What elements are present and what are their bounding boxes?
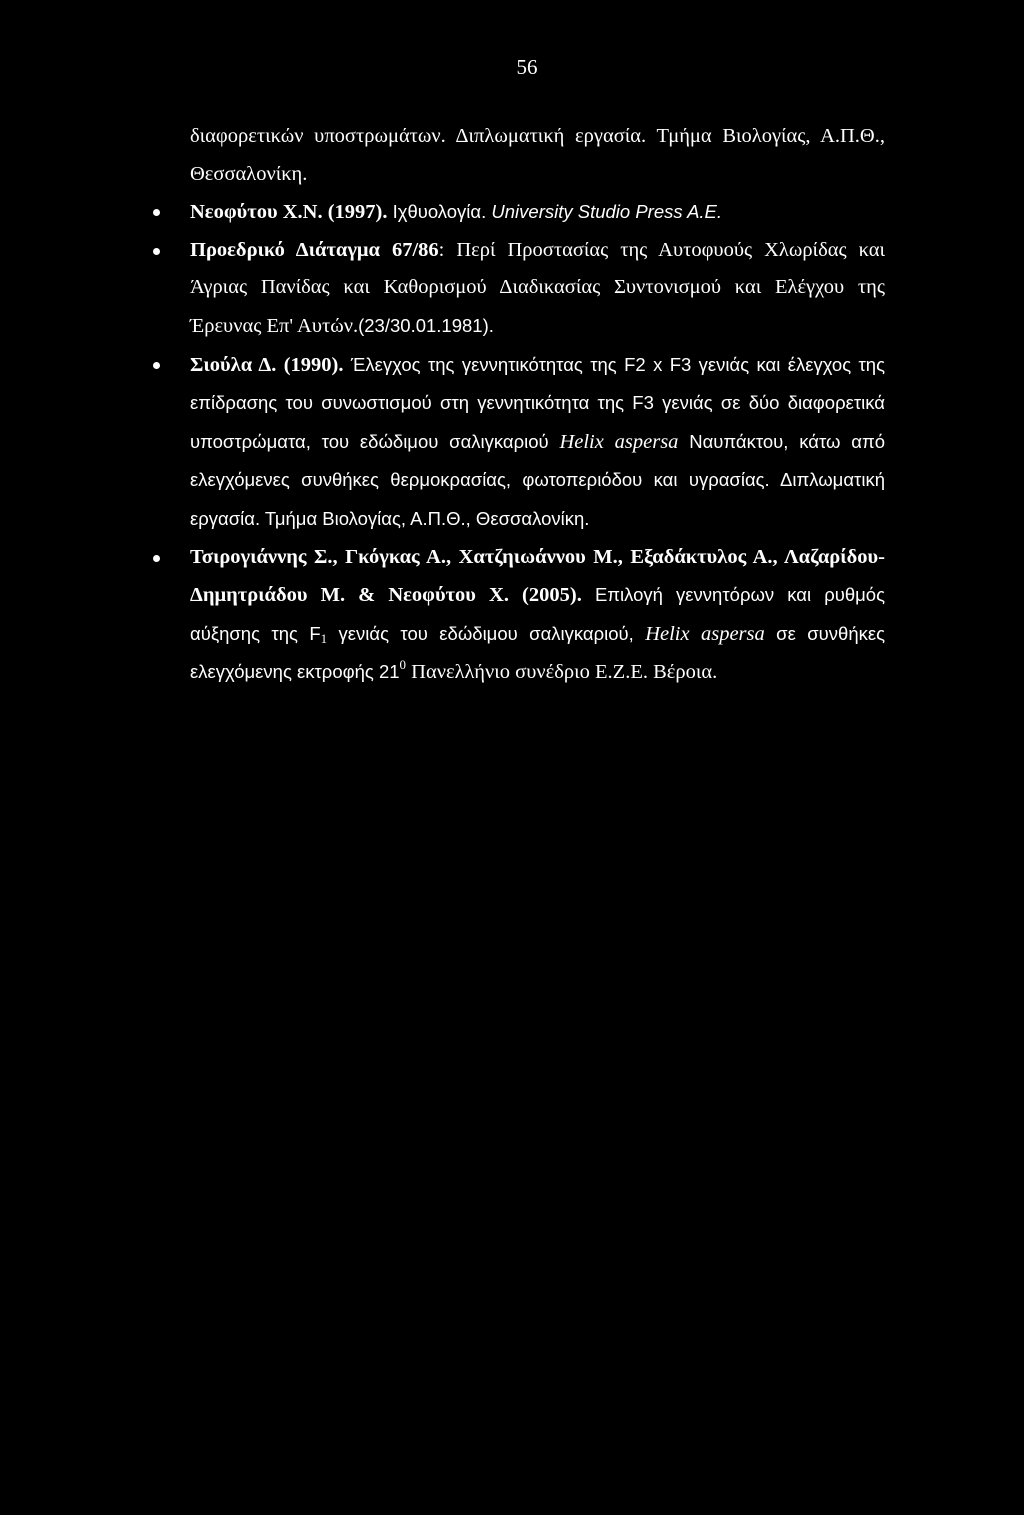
reference-item-neofytou [190,193,885,232]
reference-authors: Τσιρογιάννης Σ., Γκόγκας Α., Χατζηιωάννου Μ., Εξαδάκτυλος Α., Λαζαρίδου-Δημητριάδου Μ. & Νεοφύτου Χ. (2005). [190,545,885,607]
superscript-ordinal: 0 [399,657,407,673]
reference-text: διαφορετικών υποστρωμάτων. Διπλωματική εργασία. Τμήμα Βιολογίας, Α.Π.Θ., Θεσσαλονίκη. [190,125,885,185]
reference-item-decree [190,232,885,346]
bullet-icon [153,209,160,216]
reference-title-cont: γενιάς του εδώδιμου σαλιγκαριού, [338,622,634,644]
bullet-icon [153,555,160,562]
reference-conference: Πανελλήνιο συνέδριο Ε.Ζ.Ε. Βέροια. [411,661,718,684]
reference-item-tsirogiannis [190,539,885,692]
reference-date: (23/30.01.1981). [358,314,494,336]
reference-authors: Νεοφύτου Χ.Ν. (1997). [190,201,388,224]
bullet-icon [153,248,160,255]
reference-title: Ιχθυολογία. [392,201,487,223]
reference-title: Επιλογή γεννητόρων και ρυθμός αύξησης της F [190,584,886,644]
reference-publisher: University Studio Press A.E. [491,201,723,223]
reference-item-continuation [190,118,885,193]
reference-title-cont2: σε συνθήκες ελεγχόμενης εκτροφής 21 [190,622,886,683]
reference-title: Έλεγχος της γεννητικότητας της F2 x F3 γενιάς και έλεγχος της επίδρασης του συνωστισμού στη γεννητικότητα της F3 γενιάς σε δύο διαφορετικά υποστρώματα, του εδώδιμου σαλιγκαριού [190,353,886,452]
page-number: 56 [516,55,538,79]
reference-species: Helix aspersa [559,430,679,453]
reference-title-cont: Ναυπάκτου, κάτω από ελεγχόμενες συνθήκες θερμοκρασίας, φωτοπεριόδου και υγρασίας. Διπλωματική εργασία. Τμήμα Βιολογίας, Α.Π.Θ., Θεσσαλονίκη. [190,430,885,529]
reference-item-sioula [190,346,885,539]
reference-list [190,118,885,692]
reference-title: : Περί Προστασίας της Αυτοφυούς Χλωρίδας και Άγριας Πανίδας και Καθορισμού Διαδικασίας Συντονισμού και Ελέγχου της Έρευνας Επ' Αυτών. [190,238,885,337]
reference-species: Helix aspersa [645,622,765,645]
reference-authors: Προεδρικό Διάταγμα 67/86 [190,238,439,261]
reference-authors: Σιούλα Δ. (1990). [190,353,344,376]
subscript-generation: 1 [320,630,328,646]
bullet-icon [153,362,160,369]
